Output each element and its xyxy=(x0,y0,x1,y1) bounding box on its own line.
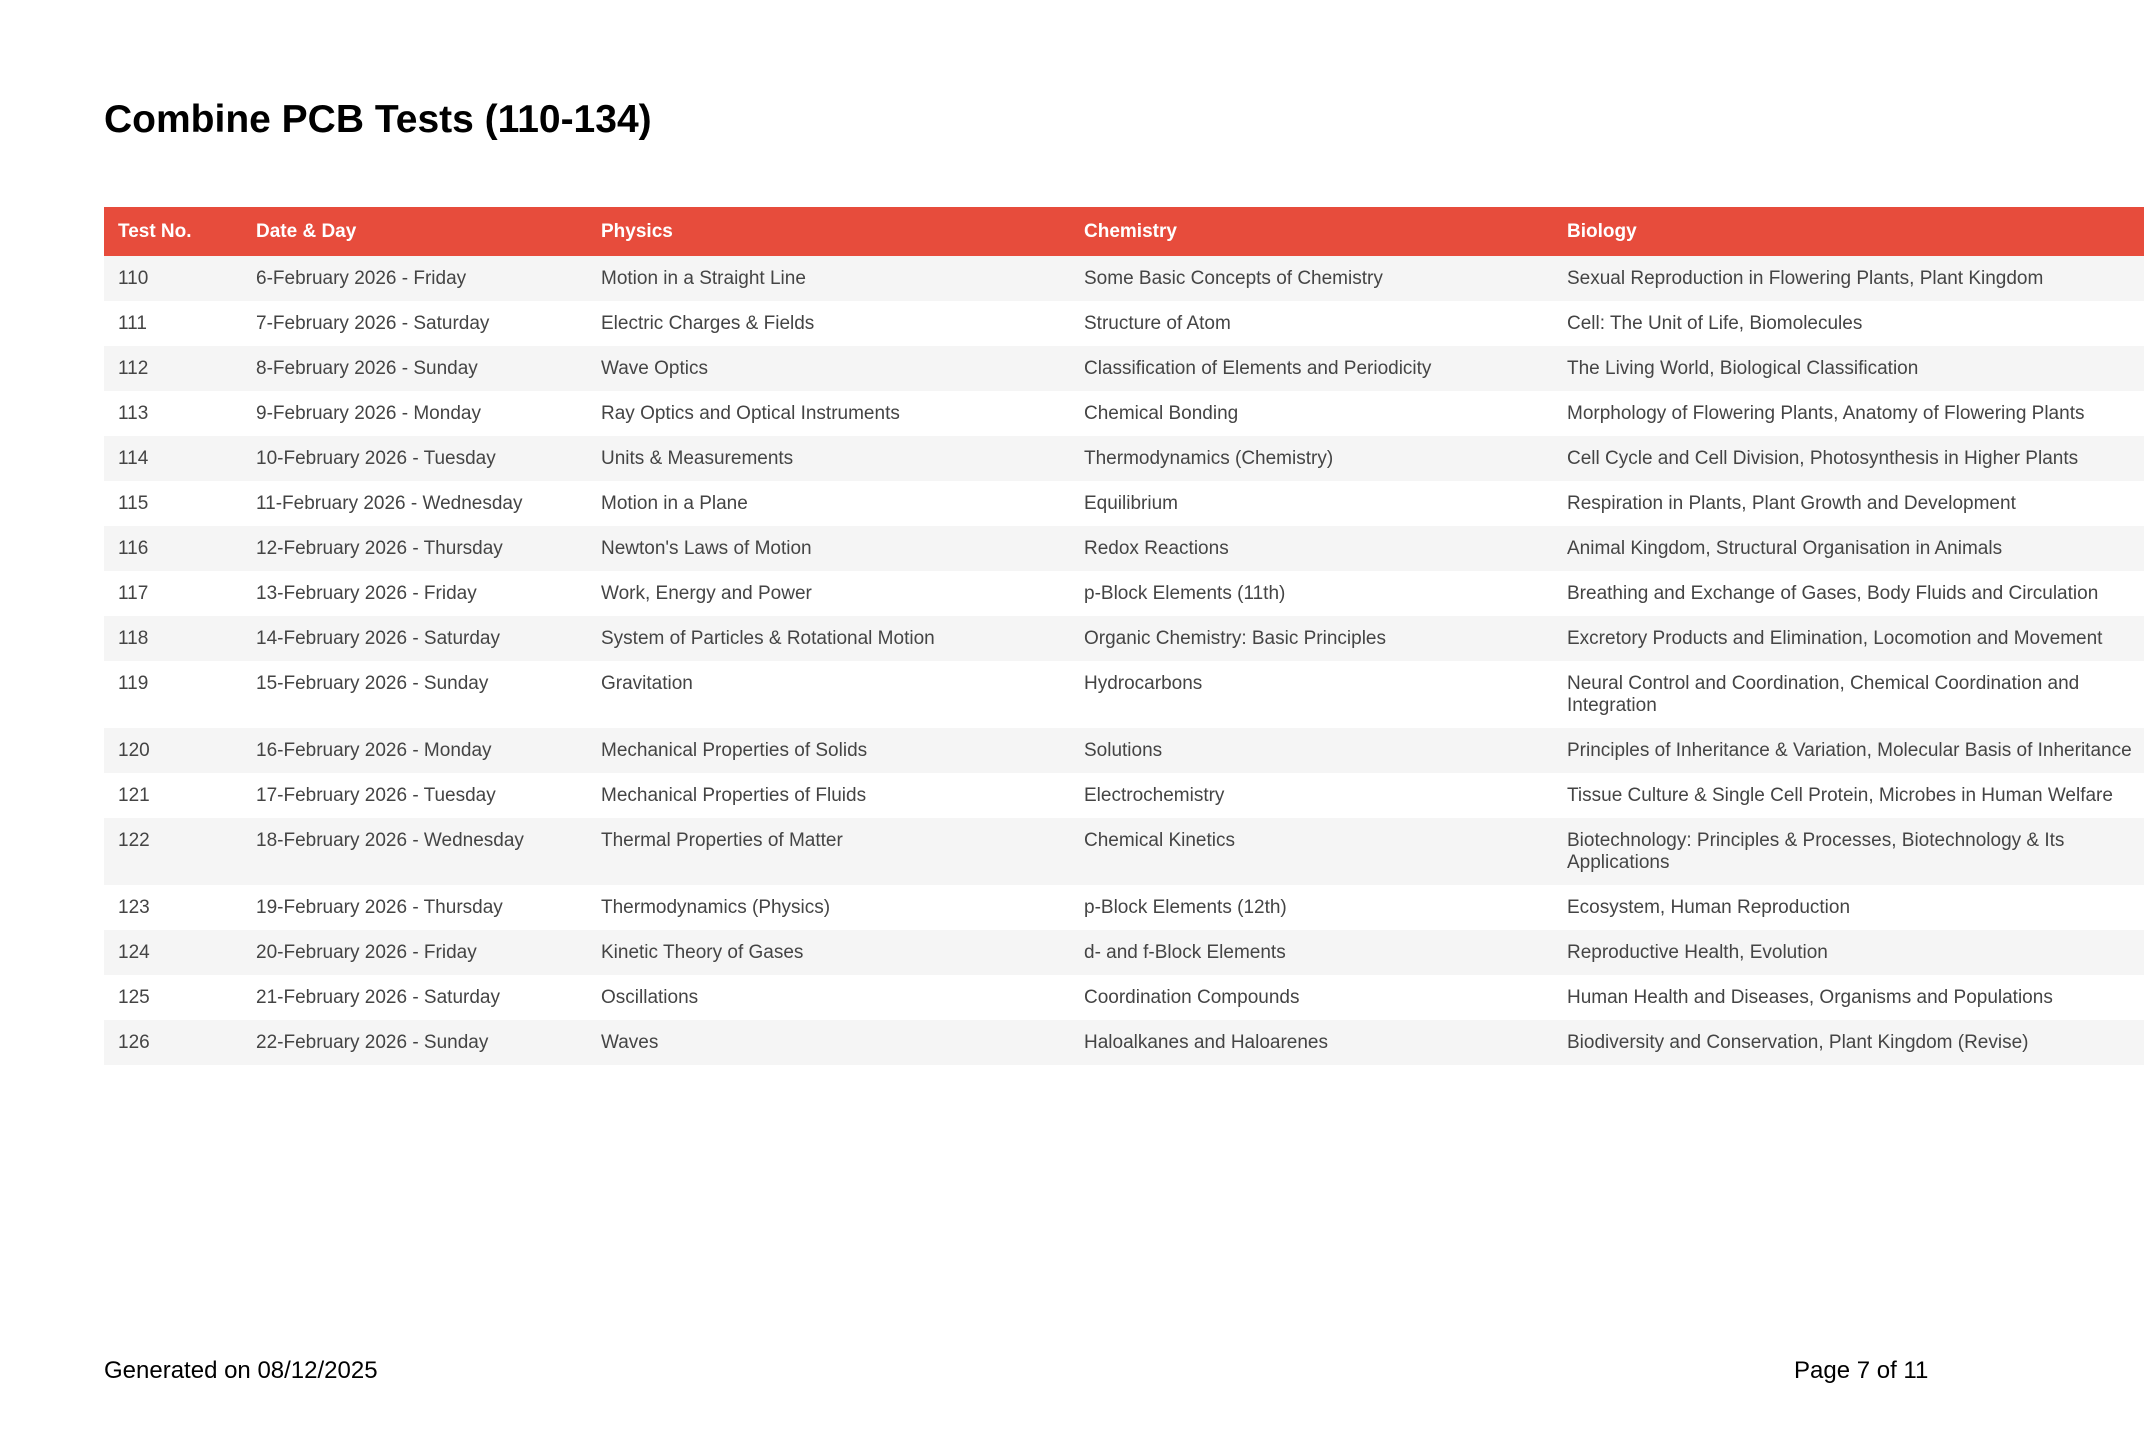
biology-cell: Animal Kingdom, Structural Organisation in Animals xyxy=(1553,526,2144,571)
chemistry-cell: Hydrocarbons xyxy=(1070,661,1553,728)
biology-cell: Ecosystem, Human Reproduction xyxy=(1553,885,2144,930)
date-day-cell: 15-February 2026 - Sunday xyxy=(242,661,587,728)
date-day-cell: 7-February 2026 - Saturday xyxy=(242,301,587,346)
chemistry-cell: Some Basic Concepts of Chemistry xyxy=(1070,256,1553,301)
physics-cell: Newton's Laws of Motion xyxy=(587,526,1070,571)
page-title: Combine PCB Tests (110-134) xyxy=(104,98,652,141)
physics-cell: Mechanical Properties of Fluids xyxy=(587,773,1070,818)
table-row xyxy=(104,436,2144,481)
table-row xyxy=(104,481,2144,526)
header-physics: Physics xyxy=(587,207,1070,256)
chemistry-cell: p-Block Elements (12th) xyxy=(1070,885,1553,930)
schedule-table-container xyxy=(104,207,2132,1065)
test-no-cell: 119 xyxy=(104,661,242,728)
physics-cell: Thermal Properties of Matter xyxy=(587,818,1070,885)
biology-cell: Cell: The Unit of Life, Biomolecules xyxy=(1553,301,2144,346)
test-no-cell: 122 xyxy=(104,818,242,885)
physics-cell: Thermodynamics (Physics) xyxy=(587,885,1070,930)
test-no-cell: 114 xyxy=(104,436,242,481)
physics-cell: Waves xyxy=(587,1020,1070,1065)
chemistry-cell: Organic Chemistry: Basic Principles xyxy=(1070,616,1553,661)
header-test-no: Test No. xyxy=(104,207,242,256)
table-row xyxy=(104,728,2144,773)
date-day-cell: 10-February 2026 - Tuesday xyxy=(242,436,587,481)
test-no-cell: 111 xyxy=(104,301,242,346)
biology-cell: Cell Cycle and Cell Division, Photosynthesis in Higher Plants xyxy=(1553,436,2144,481)
table-row xyxy=(104,526,2144,571)
table-row xyxy=(104,571,2144,616)
date-day-cell: 12-February 2026 - Thursday xyxy=(242,526,587,571)
biology-cell: Excretory Products and Elimination, Locomotion and Movement xyxy=(1553,616,2144,661)
biology-cell: Human Health and Diseases, Organisms and Populations xyxy=(1553,975,2144,1020)
biology-cell: Neural Control and Coordination, Chemical Coordination and Integration xyxy=(1553,661,2144,728)
date-day-cell: 14-February 2026 - Saturday xyxy=(242,616,587,661)
physics-cell: Kinetic Theory of Gases xyxy=(587,930,1070,975)
chemistry-cell: Structure of Atom xyxy=(1070,301,1553,346)
date-day-cell: 13-February 2026 - Friday xyxy=(242,571,587,616)
physics-cell: Oscillations xyxy=(587,975,1070,1020)
biology-cell: Biotechnology: Principles & Processes, Biotechnology & Its Applications xyxy=(1553,818,2144,885)
biology-cell: Tissue Culture & Single Cell Protein, Microbes in Human Welfare xyxy=(1553,773,2144,818)
test-no-cell: 124 xyxy=(104,930,242,975)
date-day-cell: 16-February 2026 - Monday xyxy=(242,728,587,773)
table-row xyxy=(104,346,2144,391)
chemistry-cell: Chemical Bonding xyxy=(1070,391,1553,436)
biology-cell: Biodiversity and Conservation, Plant Kingdom (Revise) xyxy=(1553,1020,2144,1065)
biology-cell: The Living World, Biological Classification xyxy=(1553,346,2144,391)
table-row xyxy=(104,885,2144,930)
test-no-cell: 126 xyxy=(104,1020,242,1065)
test-no-cell: 115 xyxy=(104,481,242,526)
physics-cell: Electric Charges & Fields xyxy=(587,301,1070,346)
biology-cell: Respiration in Plants, Plant Growth and Development xyxy=(1553,481,2144,526)
biology-cell: Breathing and Exchange of Gases, Body Fluids and Circulation xyxy=(1553,571,2144,616)
test-no-cell: 116 xyxy=(104,526,242,571)
table-header-row xyxy=(104,207,2144,256)
physics-cell: Motion in a Straight Line xyxy=(587,256,1070,301)
physics-cell: System of Particles & Rotational Motion xyxy=(587,616,1070,661)
date-day-cell: 22-February 2026 - Sunday xyxy=(242,1020,587,1065)
table-header xyxy=(104,207,2144,256)
table-row xyxy=(104,975,2144,1020)
test-no-cell: 113 xyxy=(104,391,242,436)
biology-cell: Principles of Inheritance & Variation, Molecular Basis of Inheritance xyxy=(1553,728,2144,773)
physics-cell: Mechanical Properties of Solids xyxy=(587,728,1070,773)
table-row xyxy=(104,616,2144,661)
chemistry-cell: Coordination Compounds xyxy=(1070,975,1553,1020)
date-day-cell: 17-February 2026 - Tuesday xyxy=(242,773,587,818)
chemistry-cell: Thermodynamics (Chemistry) xyxy=(1070,436,1553,481)
biology-cell: Morphology of Flowering Plants, Anatomy of Flowering Plants xyxy=(1553,391,2144,436)
table-row xyxy=(104,818,2144,885)
generated-date: Generated on 08/12/2025 xyxy=(104,1357,378,1384)
physics-cell: Units & Measurements xyxy=(587,436,1070,481)
chemistry-cell: Solutions xyxy=(1070,728,1553,773)
physics-cell: Gravitation xyxy=(587,661,1070,728)
table-row xyxy=(104,256,2144,301)
test-no-cell: 123 xyxy=(104,885,242,930)
test-no-cell: 121 xyxy=(104,773,242,818)
date-day-cell: 8-February 2026 - Sunday xyxy=(242,346,587,391)
date-day-cell: 18-February 2026 - Wednesday xyxy=(242,818,587,885)
table-row xyxy=(104,773,2144,818)
header-biology: Biology xyxy=(1553,207,2144,256)
chemistry-cell: Classification of Elements and Periodicity xyxy=(1070,346,1553,391)
physics-cell: Ray Optics and Optical Instruments xyxy=(587,391,1070,436)
header-chemistry: Chemistry xyxy=(1070,207,1553,256)
date-day-cell: 11-February 2026 - Wednesday xyxy=(242,481,587,526)
chemistry-cell: Chemical Kinetics xyxy=(1070,818,1553,885)
table-row xyxy=(104,661,2144,728)
chemistry-cell: Haloalkanes and Haloarenes xyxy=(1070,1020,1553,1065)
biology-cell: Reproductive Health, Evolution xyxy=(1553,930,2144,975)
table-body xyxy=(104,256,2144,1065)
header-date-day: Date & Day xyxy=(242,207,587,256)
schedule-table xyxy=(104,207,2144,1065)
test-no-cell: 117 xyxy=(104,571,242,616)
chemistry-cell: p-Block Elements (11th) xyxy=(1070,571,1553,616)
test-no-cell: 118 xyxy=(104,616,242,661)
date-day-cell: 9-February 2026 - Monday xyxy=(242,391,587,436)
table-row xyxy=(104,391,2144,436)
test-no-cell: 112 xyxy=(104,346,242,391)
biology-cell: Sexual Reproduction in Flowering Plants, Plant Kingdom xyxy=(1553,256,2144,301)
table-row xyxy=(104,930,2144,975)
date-day-cell: 21-February 2026 - Saturday xyxy=(242,975,587,1020)
chemistry-cell: Equilibrium xyxy=(1070,481,1553,526)
chemistry-cell: Electrochemistry xyxy=(1070,773,1553,818)
physics-cell: Motion in a Plane xyxy=(587,481,1070,526)
table-row xyxy=(104,1020,2144,1065)
physics-cell: Work, Energy and Power xyxy=(587,571,1070,616)
physics-cell: Wave Optics xyxy=(587,346,1070,391)
table-row xyxy=(104,301,2144,346)
chemistry-cell: d- and f-Block Elements xyxy=(1070,930,1553,975)
date-day-cell: 19-February 2026 - Thursday xyxy=(242,885,587,930)
test-no-cell: 125 xyxy=(104,975,242,1020)
date-day-cell: 20-February 2026 - Friday xyxy=(242,930,587,975)
chemistry-cell: Redox Reactions xyxy=(1070,526,1553,571)
test-no-cell: 110 xyxy=(104,256,242,301)
test-no-cell: 120 xyxy=(104,728,242,773)
page-number: Page 7 of 11 xyxy=(1794,1357,1929,1384)
date-day-cell: 6-February 2026 - Friday xyxy=(242,256,587,301)
